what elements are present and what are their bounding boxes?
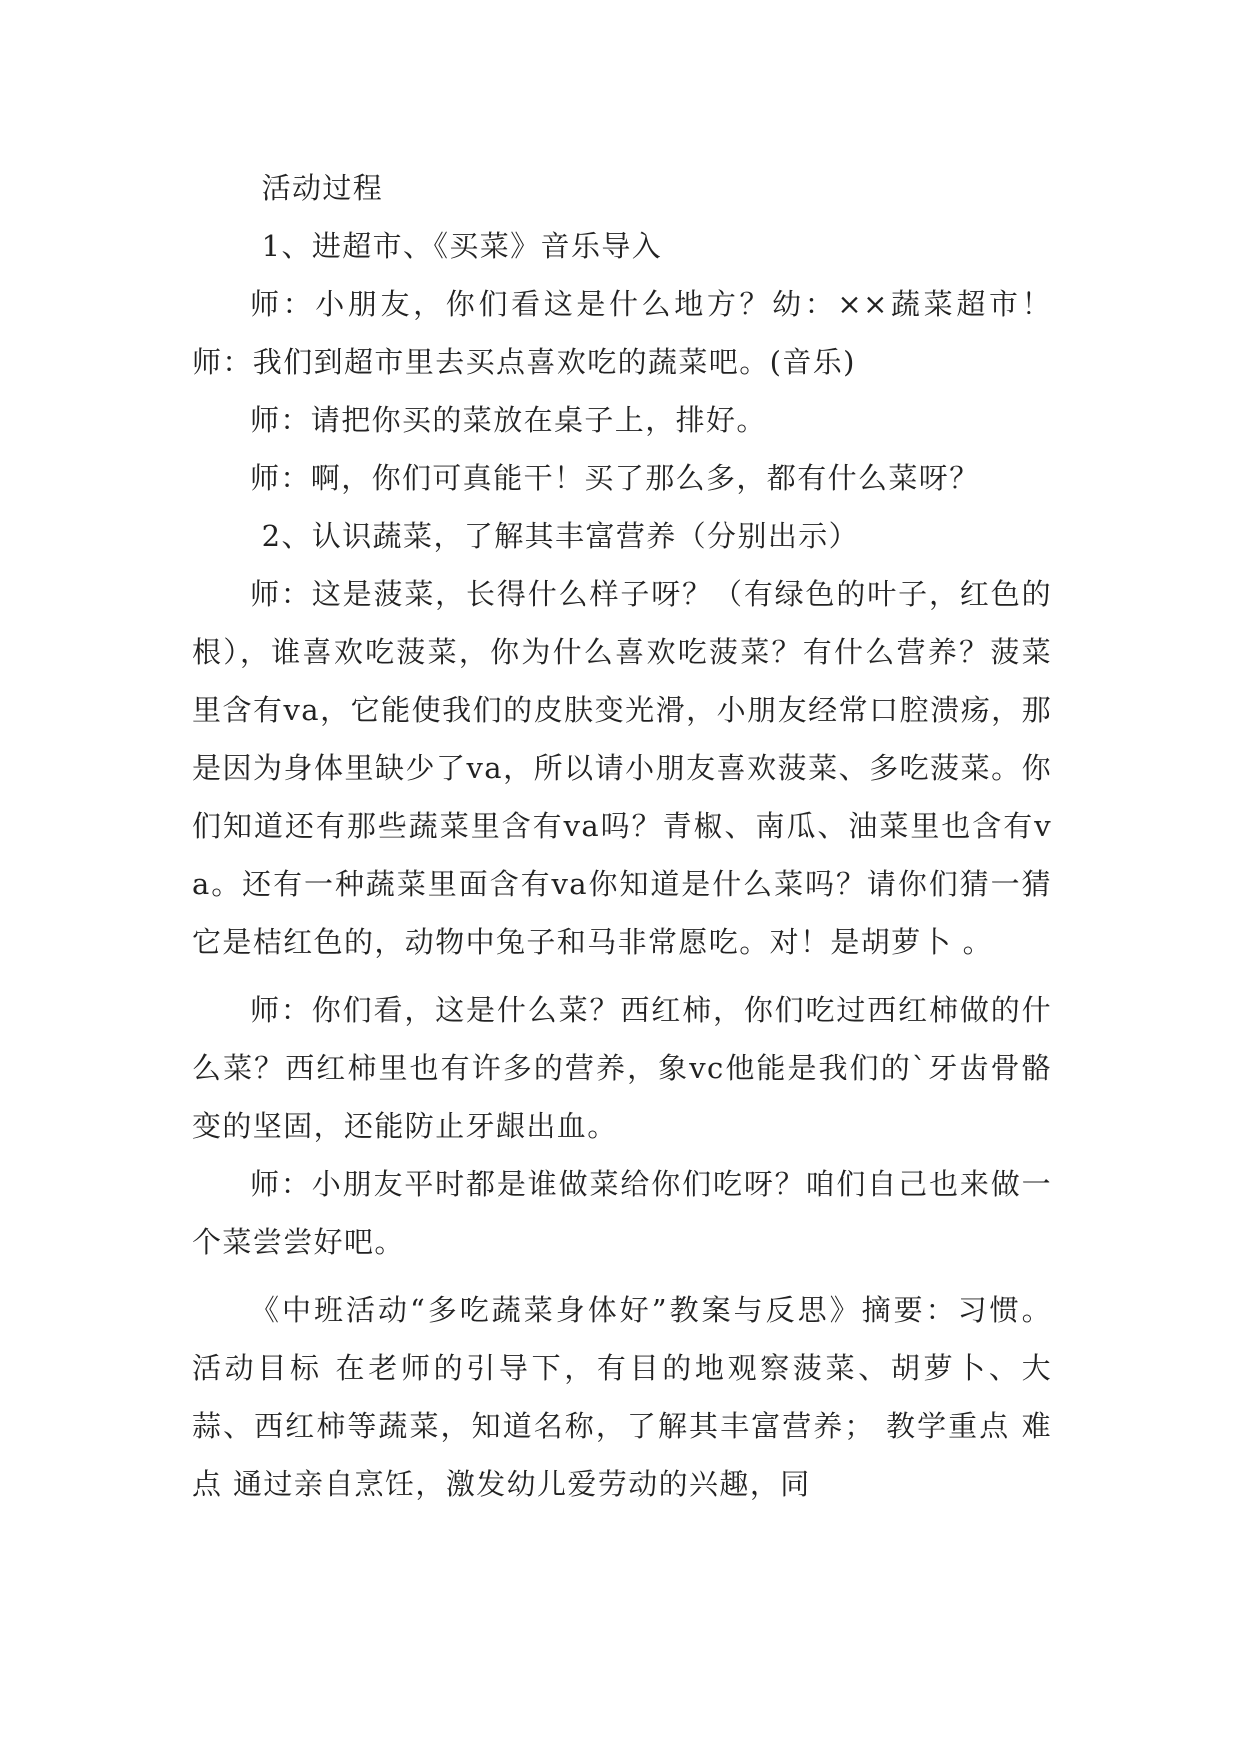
- paragraph-place-vegetables: 师：请把你买的菜放在桌子上，排好。: [250, 403, 767, 437]
- paragraph-spinach: 师：这是菠菜，长得什么样子呀？（有绿色的叶子，红色的根），谁喜欢吃菠菜，你为什么喜欢吃菠菜？有什么营养？菠菜里含有va，它能使我们的皮肤变光滑，小朋友经常口腔溃疡，那是因为身体里缺少了va，所以请小朋友喜欢菠菜、多吃菠菜。你们知道还有那些蔬菜里含有va吗？青椒、南瓜、油菜里也含有va。还有一种蔬菜里面含有va你知道是什么菜吗？请你们猜一猜它是桔红色的，动物中兔子和马非常愿吃。对！是胡萝卜 。: [192, 577, 1052, 959]
- section-heading-activity-process: 活动过程: [261, 171, 384, 205]
- paragraph-spacer: [192, 1271, 1052, 1281]
- document-body: [192, 159, 1052, 1513]
- paragraph-summary: 《中班活动“多吃蔬菜身体好”教案与反思》摘要：习惯。 活动目标 在老师的引导下，有目的地观察菠菜、胡萝卜、大蒜、西红柿等蔬菜，知道名称，了解其丰富营养； 教学重点 难点 通过亲自烹饪，激发幼儿爱劳动的兴趣，同: [192, 1293, 1052, 1501]
- step-2-heading: 2、认识蔬菜，了解其丰富营养（分别出示）: [261, 519, 860, 553]
- paragraph-what-vegetables: 师：啊，你们可真能干！买了那么多，都有什么菜呀？: [250, 461, 980, 495]
- step-1-heading: 1、进超市、《买菜》音乐导入: [261, 229, 663, 263]
- paragraph-cook-together: 师：小朋友平时都是谁做菜给你们吃呀？咱们自己也来做一个菜尝尝好吧。: [192, 1167, 1052, 1259]
- paragraph-supermarket-intro: 师：小朋友，你们看这是什么地方？幼：××蔬菜超市！师：我们到超市里去买点喜欢吃的蔬菜吧。(音乐): [192, 287, 1052, 379]
- paragraph-tomato: 师：你们看，这是什么菜？西红柿，你们吃过西红柿做的什么菜？西红柿里也有许多的营养，象vc他能是我们的`牙齿骨骼变的坚固，还能防止牙龈出血。: [192, 993, 1052, 1143]
- paragraph-spacer: [192, 971, 1052, 981]
